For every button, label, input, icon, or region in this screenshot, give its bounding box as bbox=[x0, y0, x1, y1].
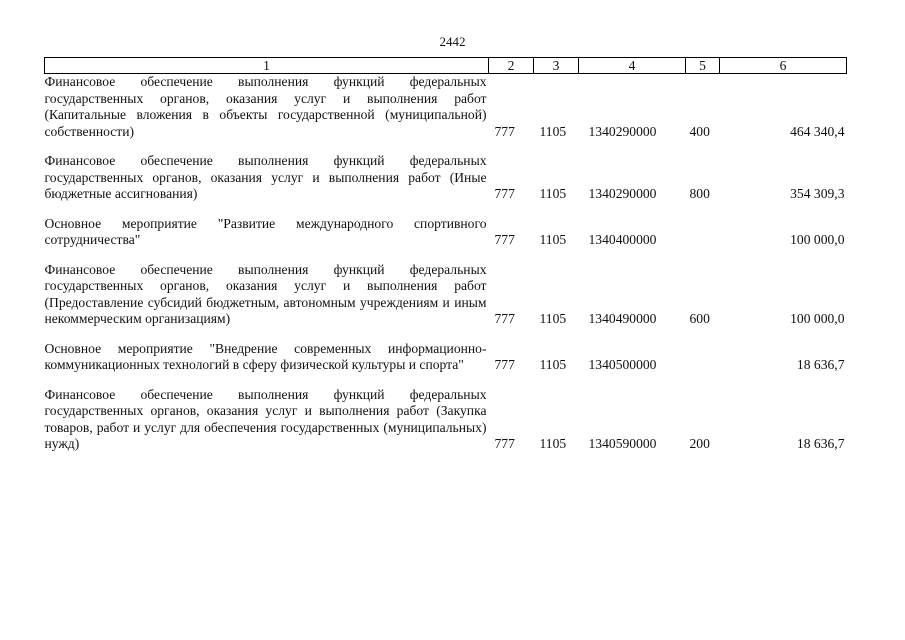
row-col-3: 1105 bbox=[539, 357, 567, 372]
row-col-4: 1340290000 bbox=[588, 186, 657, 201]
column-header-2: 2 bbox=[489, 58, 534, 74]
row-col-4: 1340500000 bbox=[588, 357, 657, 372]
row-col-5: 400 bbox=[689, 123, 710, 139]
row-col-2: 777 bbox=[494, 436, 515, 451]
row-description: Финансовое обеспечение выполнения функций федеральных государственных органов, оказания услуг и выполнения работ (Закупка товаров, работ и услуг для обеспечения государственных (муниципальных) нужд) bbox=[44, 386, 487, 451]
row-col-2: 777 bbox=[494, 311, 515, 326]
row-amount: 18 636,7 bbox=[796, 357, 845, 372]
row-col-2: 777 bbox=[494, 357, 515, 372]
budget-table bbox=[44, 57, 847, 458]
row-description: Основное мероприятие "Внедрение современных информационно-коммуникационных технологий в сферу физической культуры и спорта" bbox=[44, 340, 487, 372]
row-amount: 100 000,0 bbox=[790, 311, 845, 326]
row-description: Основное мероприятие "Развитие международного спортивного сотрудничества" bbox=[44, 215, 487, 247]
row-amount: 354 309,3 bbox=[790, 186, 845, 201]
table-row bbox=[45, 379, 847, 458]
row-col-3: 1105 bbox=[539, 436, 567, 451]
row-amount: 18 636,7 bbox=[796, 436, 845, 451]
row-col-5: 200 bbox=[689, 436, 710, 451]
column-header-5: 5 bbox=[686, 58, 720, 74]
row-col-4: 1340400000 bbox=[588, 232, 657, 247]
row-col-3: 1105 bbox=[539, 311, 567, 326]
header-row bbox=[45, 58, 847, 74]
row-col-5 bbox=[686, 208, 720, 254]
table-row bbox=[45, 74, 847, 146]
row-col-2: 777 bbox=[494, 232, 515, 247]
column-header-1: 1 bbox=[45, 58, 489, 74]
row-col-5: 600 bbox=[689, 311, 710, 326]
row-col-4: 1340590000 bbox=[588, 436, 657, 451]
row-col-3: 1105 bbox=[539, 232, 567, 247]
row-description: Финансовое обеспечение выполнения функций федеральных государственных органов, оказания услуг и выполнения работ (Иные бюджетные ассигнования) bbox=[44, 153, 487, 201]
row-col-5: 800 bbox=[689, 186, 710, 201]
row-description: Финансовое обеспечение выполнения функций федеральных государственных органов, оказания услуг и выполнения работ (Предоставление субсидий бюджетным, автономным учреждениям и иным некоммерческим организациям) bbox=[44, 261, 487, 326]
column-header-3: 3 bbox=[534, 58, 579, 74]
row-col-2: 777 bbox=[494, 123, 515, 139]
row-col-4: 1340490000 bbox=[588, 311, 657, 326]
row-col-3: 1105 bbox=[539, 123, 567, 139]
column-header-6: 6 bbox=[720, 58, 847, 74]
row-col-5 bbox=[686, 333, 720, 379]
column-header-4: 4 bbox=[579, 58, 686, 74]
table-row bbox=[45, 333, 847, 379]
table-row bbox=[45, 208, 847, 254]
row-description: Финансовое обеспечение выполнения функций федеральных государственных органов, оказания услуг и выполнения работ (Капитальные вложения в объекты государственной (муниципальной) собственности) bbox=[44, 74, 487, 139]
table-row bbox=[45, 254, 847, 333]
row-col-3: 1105 bbox=[539, 186, 567, 201]
page-number: 2442 bbox=[439, 34, 466, 49]
row-col-2: 777 bbox=[494, 186, 515, 201]
table-row bbox=[45, 145, 847, 208]
row-amount: 100 000,0 bbox=[790, 232, 845, 247]
row-col-4: 1340290000 bbox=[588, 123, 657, 139]
row-amount: 464 340,4 bbox=[790, 123, 845, 139]
